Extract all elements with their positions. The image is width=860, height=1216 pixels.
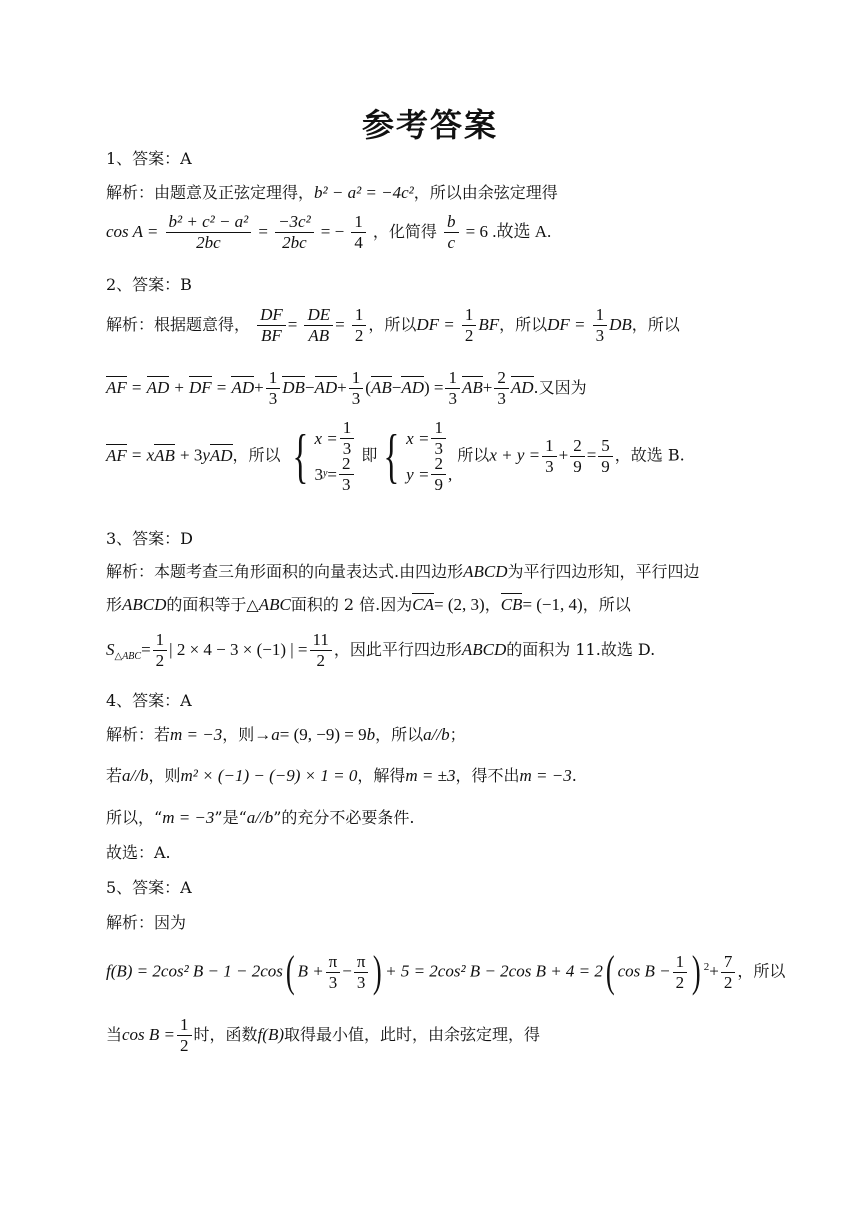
q5-line2: f(B) = 2cos² B − 1 − 2cos( B + $\frac{\pi}{3}$ − $\frac{\pi}{3}$ ) + 5 = 2cos² B − 2cos B + 4 = 2( cos B − $\frac{1}{2}$ ) $^2$+ $\frac{7}{2}$ ，所以 [106,947,786,996]
q4-line4: 故选：A. [106,843,171,862]
q4-line1: 解析：若m = −3，则→a= (9, −9) = 9b，所以a//b； [106,725,466,744]
q2-line1: 解析：根据题意得， $\frac{DF}{BF}$ = $\frac{DE}{AB}$ = $\frac{1}{2}$ ，所以DF = $\frac{1}{2}$ BF，所以DF = $\frac{1}{3}$ DB，所以 [106,305,680,345]
page-title: 参考答案 [361,106,498,144]
q4-answer: 4、答案：A [106,691,192,710]
q3-answer: 3、答案：D [106,529,194,548]
q4-line3: 所以，“m = −3”是“a//b”的充分不必要条件. [106,808,415,827]
q1-line2: cos A = $\frac{\text{b² + c² − a²}}{2bc}$ = $\frac{\text{−3c²}}{2bc}$ = − $\frac{1}{4}$ ，化简得 $\frac{b}{c}$ = 6 .故选 A. [106,212,552,252]
q2-answer: 2、答案：B [106,275,192,294]
q3-line1: 解析：本题考查三角形面积的向量表达式.由四边形ABCD为平行四边形知，平行四边 [106,562,700,581]
q5-answer: 5、答案：A [106,878,192,897]
q3-line2: 形ABCD的面积等于△ABC面积的 2 倍.因为CA= (2, 3)，CB= (−1, 4)，所以 [106,595,631,614]
q5-line3: 当cos B = $\frac{1}{2}$ 时，函数f(B)取得最小值，此时，由余弦定理，得 [106,1015,541,1055]
q5-line1: 解析：因为 [106,913,187,932]
q4-line2: 若a//b，则m² × (−1) − (−9) × 1 = 0，解得m = ±3，得不出m = −3. [106,766,577,785]
q2-line3: AF = xAB + 3yAD，所以 { x = $\frac{1}{3}$ 3 y = $\frac{2}{3}$ 即 { x = $\frac{1}{3}$ y = $\frac{2}{9}$ , 所以x + y = $\frac{1}{3}$ + $\frac{2}{9}$ = $\frac{5}{9}$ ，故选 B. [106,417,685,494]
q2-line2: AF = AD + DF = AD+ $\frac{1}{3}$ DB−AD+ $\frac{1}{3}$ (AB−AD) = $\frac{1}{3}$ AB+ $\frac{2}{3}$ AD.又因为 [106,368,587,408]
q1-line1: 解析：由题意及正弦定理得，b² − a² = −4c²，所以由余弦定理得 [106,183,558,202]
q1-answer: 1、答案：A [106,149,192,168]
q3-line3: $S_{\triangle ABC}=$ $\frac{1}{2}$ | 2 × 4 − 3 × (−1) | = $\frac{11}{2}$ ，因此平行四边形ABCD的面积为 11.故选 D. [106,630,656,670]
